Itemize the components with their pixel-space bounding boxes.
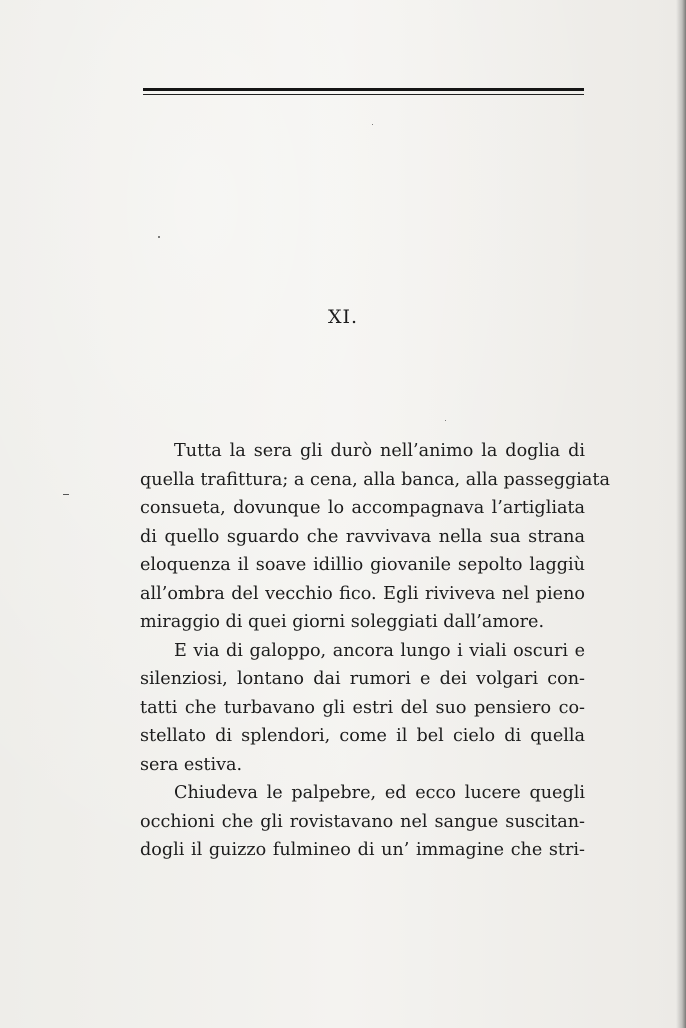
- text-line: eloquenza il soave idillio giovanile sepolto laggiù: [140, 555, 585, 575]
- text-line: dogli il guizzo fulmineo di un’ immagine che stri-: [140, 840, 585, 860]
- text-line: consueta, dovunque lo accompagnava l’artigliata: [140, 498, 585, 518]
- text-line: miraggio di quei giorni soleggiati dall’amore.: [140, 612, 545, 632]
- text-line: all’ombra del vecchio fico. Egli riviveva nel pieno: [140, 583, 585, 604]
- paper-speck: [158, 236, 160, 238]
- text-line: E via di galoppo, ancora lungo i viali oscuri e: [174, 640, 585, 661]
- text-line: quella trafittura; a cena, alla banca, alla passeggiata: [140, 469, 610, 490]
- text-line: occhioni che gli rovistavano nel sangue suscitan-: [140, 811, 585, 832]
- header-rule-thick: [143, 88, 584, 91]
- paper-speck: [372, 124, 373, 125]
- text-line: silenziosi, lontano dai rumori e dei volgari con-: [140, 669, 585, 689]
- text-line: di quello sguardo che ravvivava nella sua strana: [140, 526, 585, 547]
- text-line: tatti che turbavano gli estri del suo pensiero co-: [140, 697, 585, 718]
- text-line: Tutta la sera gli durò nell’animo la doglia di: [174, 441, 585, 461]
- text-line: sera estiva.: [140, 754, 243, 775]
- body-text: [140, 437, 610, 865]
- page-edge-shadow: [676, 0, 686, 1028]
- text-line: stellato di splendori, come il bel cielo di quella: [140, 726, 585, 746]
- text-line: Chiudeva le palpebre, ed ecco lucere quegli: [174, 783, 585, 803]
- header-rule-thin: [143, 94, 584, 95]
- chapter-number: XI.: [327, 306, 359, 328]
- paper-speck: [445, 420, 446, 421]
- paper-speck: [63, 494, 69, 495]
